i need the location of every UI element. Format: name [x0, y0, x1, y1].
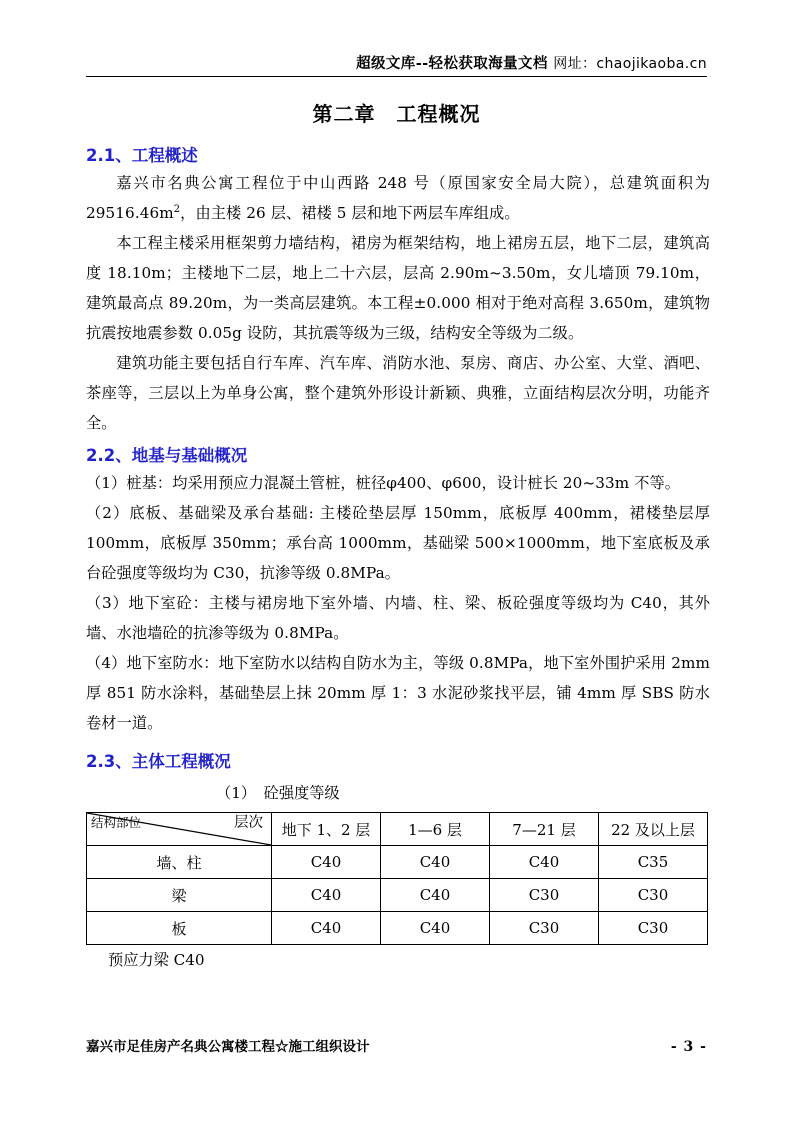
table-row-label-1: 梁 [87, 879, 272, 912]
table-corner-cell [87, 813, 272, 846]
table-cell-2-0: C40 [272, 912, 381, 945]
table-column-header-0: 地下 1、2 层 [272, 813, 381, 846]
table-note: 预应力梁 C40 [108, 951, 205, 969]
page-header [86, 52, 707, 77]
table-cell-2-1: C40 [381, 912, 490, 945]
footer-document-title: 嘉兴市足佳房产名典公寓楼工程☆施工组织设计 [86, 1039, 370, 1055]
table-cell-1-2: C30 [490, 879, 599, 912]
table-column-header-3: 22 及以上层 [599, 813, 708, 846]
paragraph-2-2-1: （1）桩基：均采用预应力混凝土管桩，桩径φ400、φ600，设计桩长 20~33m 不等。 [86, 474, 681, 492]
table-cell-2-3: C30 [599, 912, 708, 945]
table-row-label-2: 板 [87, 912, 272, 945]
section-heading-2-3: 2.3、主体工程概况 [86, 752, 231, 771]
section-heading-2-1: 2.1、工程概述 [86, 146, 198, 165]
table-header-row [87, 813, 708, 846]
table-row [87, 846, 708, 879]
table-cell-2-2: C30 [490, 912, 599, 945]
subitem-label-concrete-grade: （1） 砼强度等级 [216, 784, 340, 802]
page-footer [86, 1035, 707, 1055]
table-cell-0-3: C35 [599, 846, 708, 879]
document-content [86, 142, 710, 975]
table-cell-1-3: C30 [599, 879, 708, 912]
table-corner-row-label: 结构部位 [91, 815, 142, 830]
table-row [87, 912, 708, 945]
header-banner [86, 52, 707, 76]
footer-page-number: - 3 - [670, 1039, 707, 1055]
table-column-header-2: 7—21 层 [490, 813, 599, 846]
header-site-url: 网址：chaojikaoba.cn [553, 56, 707, 72]
header-banner-text: 超级文库--轻松获取海量文档 [356, 55, 548, 72]
table-cell-0-1: C40 [381, 846, 490, 879]
paragraph-2-2-3: （3）地下室砼：主楼与裙房地下室外墙、内墙、柱、梁、板砼强度等级均为 C40，其外墙、水池墙砼的抗渗等级为 0.8MPa。 [86, 594, 710, 642]
table-row [87, 879, 708, 912]
concrete-grade-table [86, 812, 708, 945]
table-cell-1-1: C40 [381, 879, 490, 912]
table-cell-0-0: C40 [272, 846, 381, 879]
spacer [86, 738, 710, 748]
table-cell-0-2: C40 [490, 846, 599, 879]
paragraph-2-2-4: （4）地下室防水：地下室防水以结构自防水为主，等级 0.8MPa，地下室外围护采用 2mm 厚 851 防水涂料，基础垫层上抹 20mm 厚 1：3 水泥砂浆找平层，铺 4mm 厚 SBS 防水卷材一道。 [86, 654, 710, 732]
table-corner-col-label: 层次 [234, 815, 263, 831]
table-column-header-1: 1—6 层 [381, 813, 490, 846]
paragraph-2-1-3: 建筑功能主要包括自行车库、汽车库、消防水池、泵房、商店、办公室、大堂、酒吧、茶座等，三层以上为单身公寓，整个建筑外形设计新颖、典雅，立面结构层次分明，功能齐全。 [86, 354, 710, 432]
paragraph-2-1-2: 本工程主楼采用框架剪力墙结构，裙房为框架结构，地上裙房五层，地下二层，建筑高度 18.10m；主楼地下二层，地上二十六层，层高 2.90m~3.50m，女儿墙顶 79.10m，建筑最高点 89.20m，为一类高层建筑。本工程±0.000 相对于绝对高程 3.650m，建筑物抗震按地震参数 0.05g 设防，其抗震等级为三级，结构安全等级为二级。 [86, 234, 710, 342]
paragraph-2-1-1: 嘉兴市名典公寓工程位于中山西路 248 号（原国家安全局大院），总建筑面积为 $29516.46m^2$，由主楼 26 层、裙楼 5 层和地下两层车库组成。 [86, 174, 710, 222]
header-rule [86, 76, 707, 77]
paragraph-2-2-2: （2）底板、基础梁及承台基础: 主楼砼垫层厚 150mm，底板厚 400mm，裙楼垫层厚 100mm，底板厚 350mm；承台高 1000mm，基础梁 500×1000mm，地下室底板及承台砼强度等级均为 C30，抗渗等级 0.8MPa。 [86, 504, 710, 582]
table-row-label-0: 墙、柱 [87, 846, 272, 879]
table-cell-1-0: C40 [272, 879, 381, 912]
section-heading-2-2: 2.2、地基与基础概况 [86, 446, 248, 465]
page-title: 第二章 工程概况 [312, 102, 481, 126]
